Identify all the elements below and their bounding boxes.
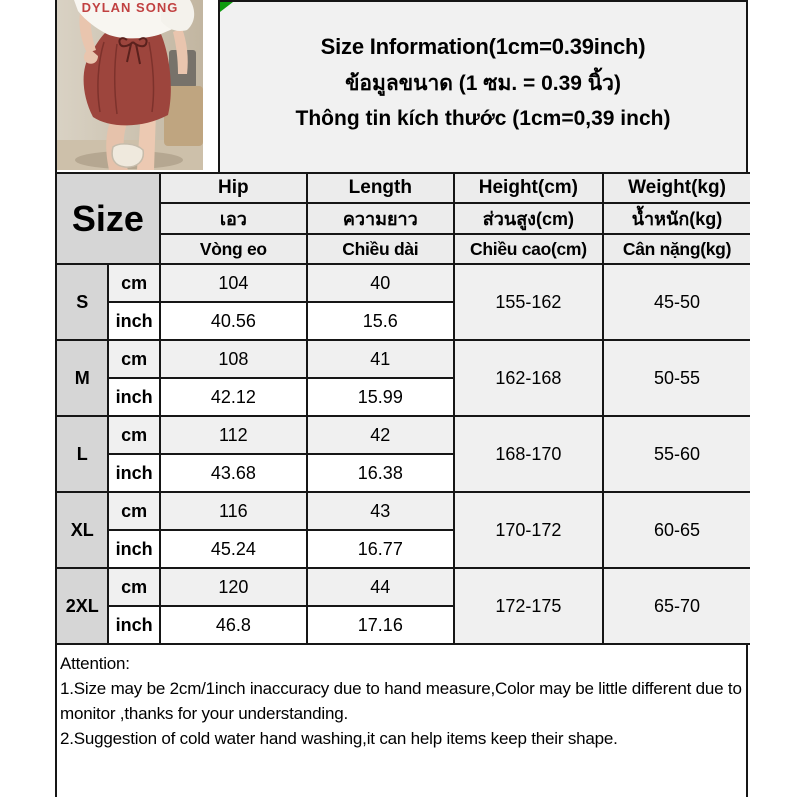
col-header-hip: Hip (160, 173, 307, 203)
header-row-english (57, 173, 750, 203)
sneaker (112, 144, 143, 167)
height-range: 172-175 (454, 568, 603, 644)
length-inch-value: 17.16 (307, 606, 454, 644)
product-photo (57, 0, 203, 170)
title-thai: ข้อมูลขนาด (1 ซม. = 0.39 นิ้ว) (345, 72, 621, 95)
hip-inch-value: 45.24 (160, 530, 307, 568)
length-inch-value: 15.6 (307, 302, 454, 340)
table-row (57, 264, 750, 302)
col-header-hip-vi: Vòng eo (160, 234, 307, 264)
product-photo-cell (57, 0, 220, 172)
unit-cm: cm (108, 416, 159, 454)
unit-inch: inch (108, 302, 159, 340)
col-header-height: Height(cm) (454, 173, 603, 203)
hip-cm-value: 116 (160, 492, 307, 530)
size-table (57, 172, 750, 645)
height-range: 162-168 (454, 340, 603, 416)
header-row-thai (57, 203, 750, 234)
top-section (57, 0, 746, 172)
header-row-vietnamese (57, 234, 750, 264)
weight-range: 45-50 (603, 264, 750, 340)
attention-note-2: 2.Suggestion of cold water hand washing,it can help items keep their shape. (60, 729, 618, 748)
length-inch-value: 16.38 (307, 454, 454, 492)
length-cm-value: 43 (307, 492, 454, 530)
weight-range: 55-60 (603, 416, 750, 492)
hip-cm-value: 108 (160, 340, 307, 378)
hip-inch-value: 42.12 (160, 378, 307, 416)
hip-cm-value: 104 (160, 264, 307, 302)
height-range: 168-170 (454, 416, 603, 492)
height-range: 170-172 (454, 492, 603, 568)
col-header-length: Length (307, 173, 454, 203)
hip-cm-value: 120 (160, 568, 307, 606)
hip-inch-value: 43.68 (160, 454, 307, 492)
height-range: 155-162 (454, 264, 603, 340)
col-header-length-th: ความยาว (307, 203, 454, 234)
unit-inch: inch (108, 606, 159, 644)
attention-note-1: 1.Size may be 2cm/1inch inaccuracy due to hand measure,Color may be little different due to monitor ,thanks for your understanding. (60, 679, 742, 723)
size-label-s: S (57, 264, 108, 340)
size-chart-sheet (55, 0, 748, 797)
length-inch-value: 15.99 (307, 378, 454, 416)
length-cm-value: 41 (307, 340, 454, 378)
unit-cm: cm (108, 492, 159, 530)
table-row (57, 568, 750, 606)
col-header-weight-th: น้ำหนัก(kg) (603, 203, 750, 234)
unit-cm: cm (108, 340, 159, 378)
size-label-m: M (57, 340, 108, 416)
length-inch-value: 16.77 (307, 530, 454, 568)
col-header-length-vi: Chiều dài (307, 234, 454, 264)
unit-inch: inch (108, 454, 159, 492)
table-row (57, 416, 750, 454)
table-row (57, 340, 750, 378)
weight-range: 50-55 (603, 340, 750, 416)
skirt (84, 33, 171, 125)
shirt-print-text: DYLAN SONG (81, 0, 179, 15)
col-header-weight: Weight(kg) (603, 173, 750, 203)
size-label-2xl: 2XL (57, 568, 108, 644)
weight-range: 65-70 (603, 568, 750, 644)
size-corner-header: Size (57, 173, 160, 264)
table-row (57, 492, 750, 530)
col-header-weight-vi: Cân nặng(kg) (603, 234, 750, 264)
size-label-xl: XL (57, 492, 108, 568)
length-cm-value: 44 (307, 568, 454, 606)
attention-heading: Attention: (60, 654, 130, 673)
hip-inch-value: 40.56 (160, 302, 307, 340)
length-cm-value: 42 (307, 416, 454, 454)
hip-cm-value: 112 (160, 416, 307, 454)
corner-marker-icon (220, 2, 233, 12)
unit-inch: inch (108, 378, 159, 416)
unit-cm: cm (108, 568, 159, 606)
hip-inch-value: 46.8 (160, 606, 307, 644)
title-vietnamese: Thông tin kích thước (1cm=0,39 inch) (295, 107, 671, 130)
weight-range: 60-65 (603, 492, 750, 568)
size-label-l: L (57, 416, 108, 492)
title-english: Size Information(1cm=0.39inch) (320, 34, 646, 59)
length-cm-value: 40 (307, 264, 454, 302)
unit-inch: inch (108, 530, 159, 568)
col-header-hip-th: เอว (160, 203, 307, 234)
title-panel (220, 0, 746, 172)
col-header-height-vi: Chiều cao(cm) (454, 234, 603, 264)
attention-section (57, 645, 746, 798)
unit-cm: cm (108, 264, 159, 302)
col-header-height-th: ส่วนสูง(cm) (454, 203, 603, 234)
